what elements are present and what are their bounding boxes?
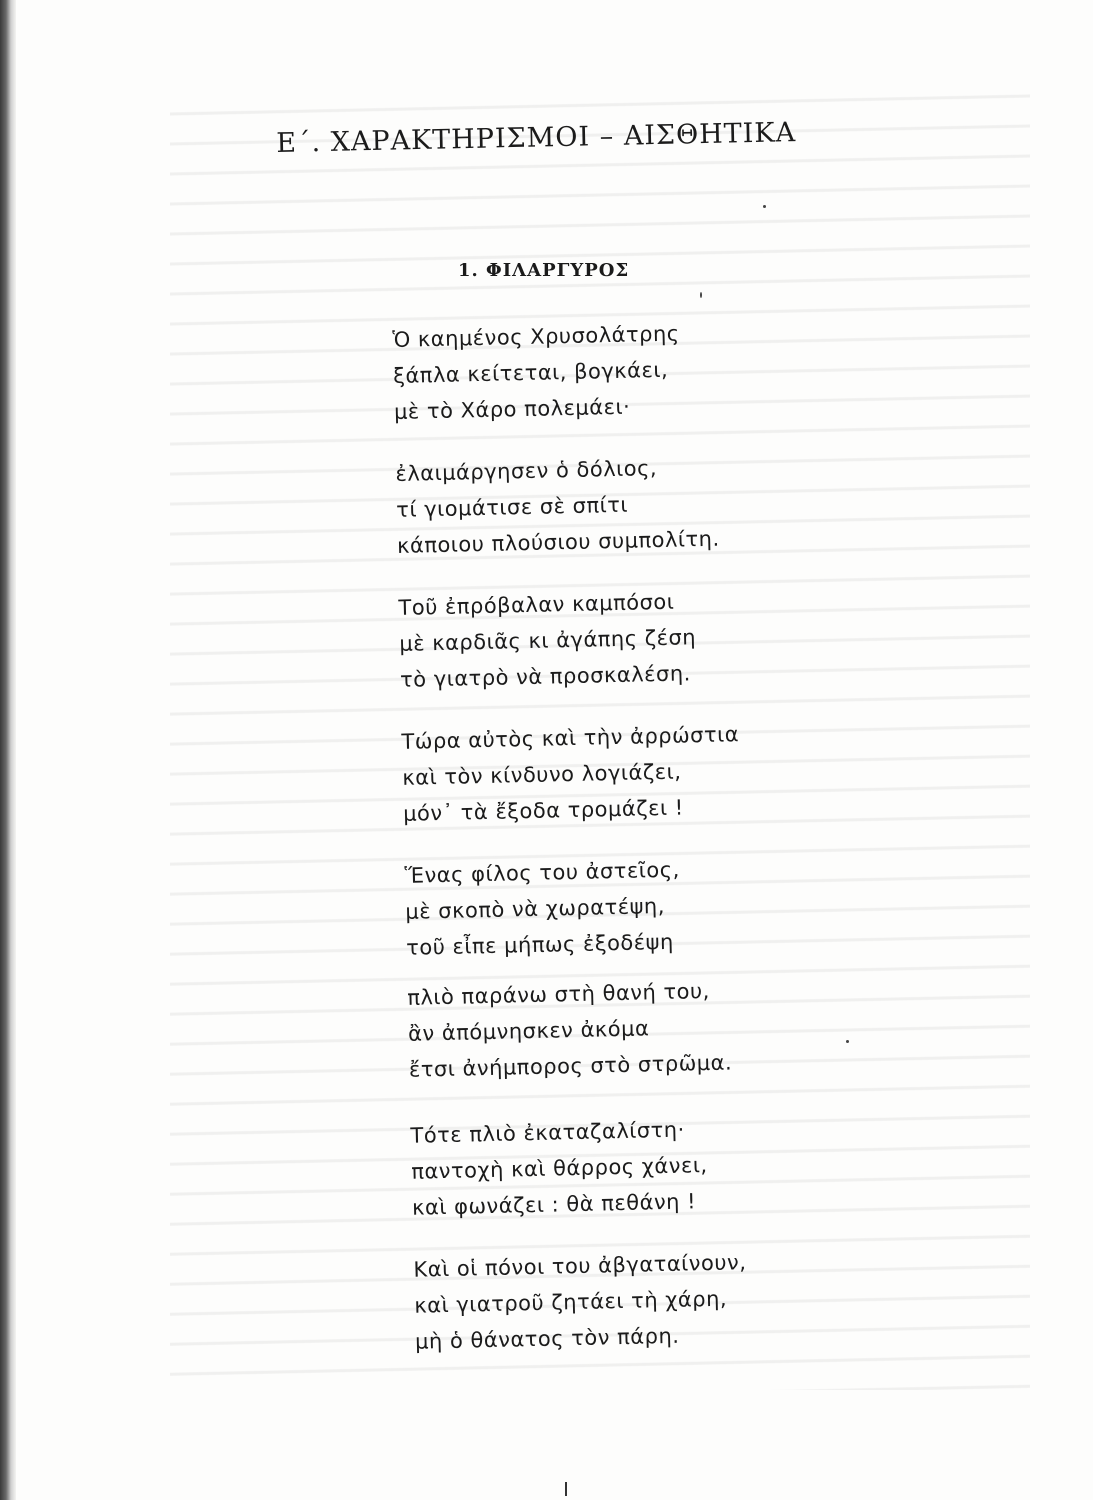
poem-line: μὲ τὸ Χάρο πολεμάει·	[393, 394, 631, 424]
poem-line: μὲ σκοπὸ νὰ χωρατέψη,	[405, 893, 666, 924]
section-title: Ε΄. ΧΑΡΑΚΤΗΡΙΣΜΟΙ – ΑΙΣΘΗΤΙΚΑ	[276, 117, 797, 159]
stanza	[413, 1242, 855, 1360]
stanza	[404, 848, 846, 966]
poem-line: ἐλαιμάργησεν ὁ δόλιος,	[395, 456, 658, 486]
poem-line: καὶ γιατροῦ ζητάει τὴ χάρη,	[414, 1286, 728, 1318]
stanza	[392, 312, 834, 430]
poem-line: μὴ ὁ θάνατος τὸν πάρη.	[414, 1323, 680, 1354]
stanza	[398, 580, 840, 698]
poem-line: τοῦ εἶπε μήπως ἐξοδέψη	[405, 929, 675, 960]
poem-line: μόν᾽ τὰ ἔξοδα τρομάζει !	[402, 795, 684, 826]
poem-line: Τώρα αὐτὸς καὶ τὴν ἀρρώστια	[401, 722, 740, 754]
stanza	[395, 446, 837, 564]
poem-line: Τοῦ ἐπρόβαλαν καμπόσοι	[398, 589, 675, 620]
poem-line: Τότε πλιὸ ἐκαταζαλίστη·	[410, 1117, 686, 1148]
poem-line: καὶ φωνάζει : θὰ πεθάνη !	[411, 1189, 697, 1220]
poem-line: τί γιομάτισε σὲ σπίτι	[395, 492, 629, 522]
poem-line: Καὶ οἱ πόνοι του ἀβγαταίνουν,	[413, 1250, 747, 1282]
poem-line: ἔτσι ἀνήμπορος στὸ στρῶμα.	[408, 1050, 733, 1082]
poem-body	[392, 312, 856, 1386]
poem-line: ξάπλα κείτεται, βογκάει,	[392, 357, 669, 388]
poem-line: μὲ καρδιᾶς κι ἀγάπης ζέση	[399, 625, 697, 656]
stanza	[407, 970, 849, 1088]
ink-speck	[763, 205, 766, 208]
ink-speck	[700, 292, 702, 298]
poem-line: κάποιου πλούσιου συμπολίτη.	[396, 526, 720, 558]
poem-line: Ἕνας φίλος του ἀστεῖος,	[404, 857, 680, 888]
poem-line: πλιὸ παράνω στὴ θανή του,	[407, 978, 711, 1010]
stanza	[410, 1108, 852, 1226]
scan-mark	[565, 1482, 567, 1496]
poem-line: παντοχὴ καὶ θάρρος χάνει,	[411, 1153, 708, 1184]
poem-line: τὸ γιατρὸ νὰ προσκαλέση.	[399, 661, 692, 692]
poem-line: καὶ τὸν κίνδυνο λογιάζει,	[402, 759, 682, 790]
poem-title: 1. ΦΙΛΑΡΓΥΡΟΣ	[458, 260, 630, 281]
poem-line: ἂν ἀπόμνησκεν ἀκόμα	[407, 1016, 650, 1046]
book-binding-edge	[0, 0, 16, 1500]
poem-line: Ὁ καημένος Χρυσολάτρης	[392, 321, 680, 352]
stanza	[401, 714, 843, 832]
ink-speck	[846, 1040, 849, 1043]
